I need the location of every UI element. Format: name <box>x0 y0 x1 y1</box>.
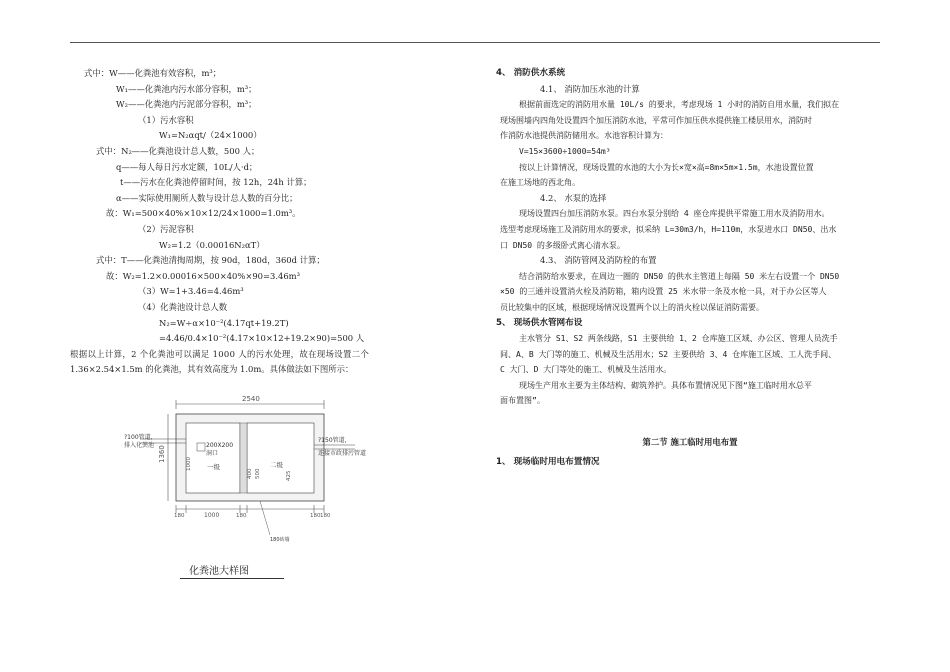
caption-underline <box>180 578 284 579</box>
section-heading: 5、 现场供水管网布设 <box>496 317 583 328</box>
section-heading: 1、 现场临时用电布置情况 <box>496 456 600 467</box>
paragraph-line: 现场围墙内四角处设置四个加压消防水池，平常可作加压供水提供施工楼层用水，消防时 <box>500 115 812 125</box>
chamber-2-label: 二级 <box>270 461 283 469</box>
paragraph-line: 根据前面选定的消防用水量 10L/s 的要求，考虑现场 1 小时的消防自用水量，我们拟在 <box>519 100 840 110</box>
paragraph-line: 主水管分 S1、S2 两条线路，S1 主要供给 1、2 仓库施工区域、办公区、管理人员洗手 <box>519 334 838 344</box>
paragraph-line: 面布置图”。 <box>500 396 545 406</box>
paragraph-line: 现场设置四台加压消防水泵。四台水泵分别给 4 座仓库提供平常施工用水及消防用水。 <box>519 209 830 219</box>
text-line: W₂——化粪池内污泥部分容积，m³； <box>116 99 257 110</box>
paragraph-line: 间、A、B 大门等的施工、机械及生活用水；S2 主要供给 3、4 仓库施工区域、工人洗手间、 <box>500 349 837 359</box>
septic-tank-drawing <box>120 385 380 595</box>
septic-tank-diagram <box>120 385 380 555</box>
paragraph-line: 按以上计算情况，现场设置的水池的大小为长×宽×高=8m×5m×1.5m，水池设置位置 <box>519 162 814 172</box>
chamber-1-label: 一级 <box>207 463 220 471</box>
text-line: q——每人每日污水定额，10L/人·d； <box>116 161 258 172</box>
text-line: α——实际使用厕所人数与设计总人数的百分比； <box>116 192 298 203</box>
text-line: 故：W₁=500×40%×10×12/24×1000=1.0m³。 <box>106 208 301 219</box>
left-column <box>70 66 454 378</box>
formula-line: N₂=W÷α×10⁻²(4.17qt+19.2T) <box>159 317 289 328</box>
figure-caption: 化粪池大样图 <box>189 566 249 577</box>
outlet-label: ?150管道， <box>318 437 351 444</box>
dim-180-label: 180 <box>174 513 185 519</box>
formula-line: W₁=N₂αqt/（24×1000） <box>159 130 262 141</box>
subsection-heading: 4.2、 水泵的选择 <box>540 192 607 203</box>
dim-height-label: 1360 <box>158 445 166 463</box>
text-line: （4）化粪池设计总人数 <box>138 301 228 312</box>
subsection-heading: 4.1、 消防加压水池的计算 <box>540 83 640 94</box>
dim-400-label: 400 <box>247 468 253 479</box>
text-line: 故：W₂=1.2×0.00016×500×40%×90=3.46m³ <box>106 270 300 281</box>
text-line: W₁——化粪池内污水部分容积，m³； <box>116 83 257 94</box>
dim-top-label: 2540 <box>242 395 260 403</box>
outlet-label: 连接市政排污管道 <box>318 450 367 457</box>
paragraph-line: 口 DN50 的多级卧式离心清水泵。 <box>500 240 625 250</box>
subsection-heading: 4.3、 消防管网及消防栓的布置 <box>540 255 657 266</box>
hole-size-label: 200X200 <box>206 442 234 449</box>
formula-line: V=15×3600÷1000=54m³ <box>519 146 611 156</box>
dim-180-label: 180 <box>320 513 331 519</box>
dim-1000v-label: 1000 <box>186 457 192 471</box>
inlet-label: 排入化粪池 <box>124 442 155 449</box>
text-line: （1）污水容积 <box>138 114 194 125</box>
paragraph-line: 作消防水池提供消防储用水。水池容积计算为： <box>500 131 668 141</box>
dim-180-label: 180 <box>310 513 321 519</box>
text-line: （3）W=1+3.46=4.46m³ <box>138 286 244 297</box>
paragraph-line: 结合消防给水要求，在周边一圈的 DN50 的供水主管道上每隔 50 米左右设置一个 DN50 <box>519 271 840 281</box>
top-rule <box>70 42 880 43</box>
wall-label: 180砖墙 <box>270 537 290 543</box>
paragraph-line: 根据以上计算，2 个化粪池可以满足 1000 人的污水处理，故在现场设置二个 <box>70 348 370 359</box>
paragraph-line: C 大门、D 大门等处的施工、机械及生活用水。 <box>500 365 672 375</box>
paragraph-line: ×50 的三通并设置消火栓及消防箱，箱内设置 25 米水带一条及水枪一具，对于办公区等人 <box>500 287 827 297</box>
formula-line: =4.46/0.4×10⁻²(4.17×10×12+19.2×90)=500 人 <box>159 333 365 344</box>
paragraph-line: 在施工场地的西北角。 <box>500 178 580 188</box>
text-line: 式中：T——化粪池清掏周期，按 90d，180d，360d 计算； <box>96 255 325 266</box>
dim-1000-label: 1000 <box>204 512 220 519</box>
section-heading: 4、 消防供水系统 <box>496 68 566 78</box>
text-line: t——污水在化粪池停留时间，按 12h，24h 计算； <box>120 177 312 188</box>
dim-425-label: 425 <box>286 470 292 481</box>
dim-500-label: 500 <box>255 468 261 479</box>
paragraph-line: 现场生产用水主要为主体结构、砌筑养护。具体布置情况见下图“施工临时用水总平 <box>519 380 812 390</box>
text-line: 式中：W——化粪池有效容积，m³； <box>84 68 222 78</box>
formula-line: W₂=1.2（0.00016N₂αT） <box>159 239 265 250</box>
chapter-section-title: 第二节 施工临时用电布置 <box>642 437 738 448</box>
paragraph-line: 员比较集中的区域，根据现场情况设置两个以上的消火栓以保证消防需要。 <box>500 302 764 312</box>
text-line: 式中：N₂——化粪池设计总人数，500 人； <box>96 145 260 156</box>
dim-180-label: 180 <box>236 513 247 519</box>
paragraph-line: 1.36×2.54×1.5m 的化粪池，其有效高度为 1.0m。具体做法如下图所示： <box>70 364 354 375</box>
hole-label: 洞口 <box>206 450 219 457</box>
inlet-label: ?100管道， <box>124 434 157 441</box>
right-column <box>496 66 880 470</box>
text-line: （2）污泥容积 <box>138 223 194 234</box>
paragraph-line: 选型考虑现场施工及消防用水的要求，拟采纳 L=30m3/h，H=110m，水泵进水口 DN50、出水 <box>500 224 837 234</box>
